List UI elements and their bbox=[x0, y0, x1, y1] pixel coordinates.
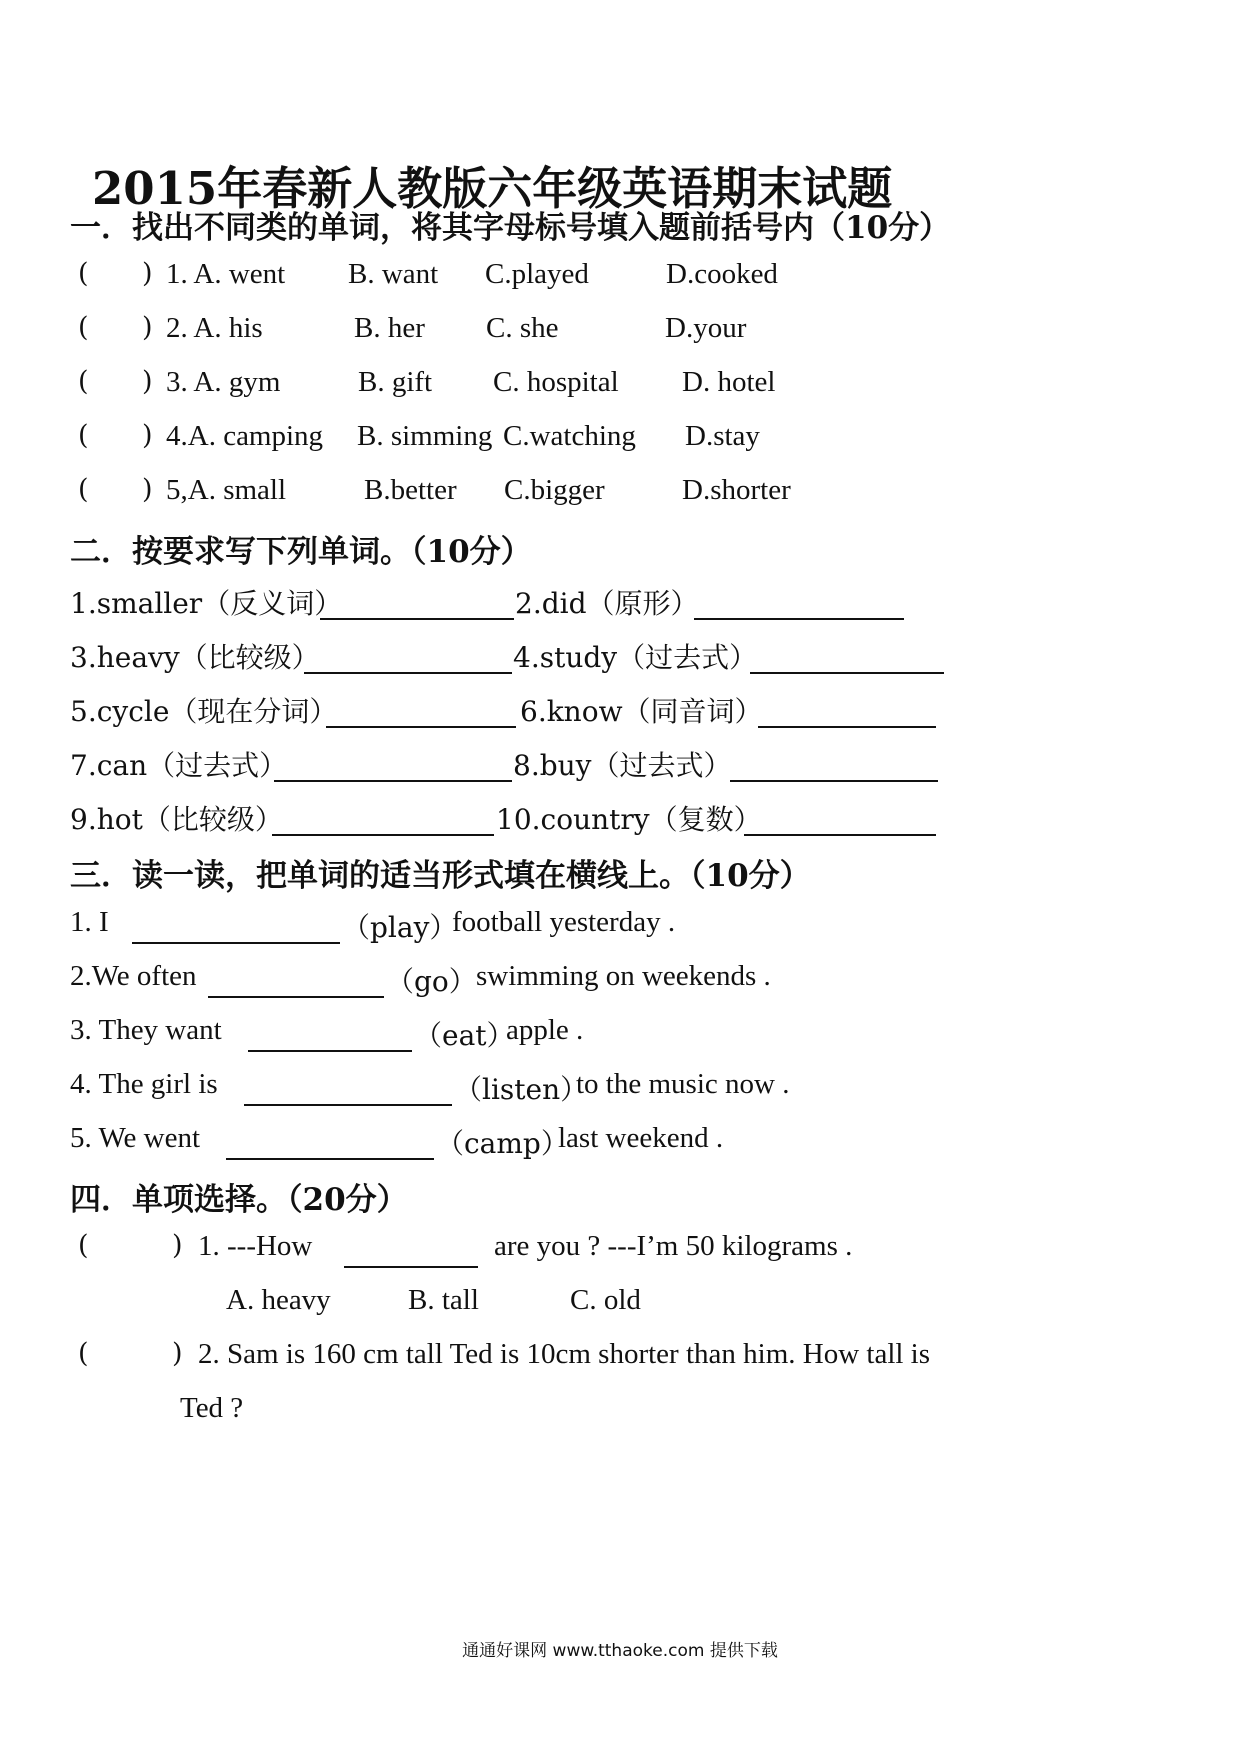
answer-paren-open: ( bbox=[78, 1338, 89, 1369]
answer-blank[interactable] bbox=[326, 726, 516, 728]
word-prompt: 1.smaller（反义词） bbox=[70, 587, 343, 620]
word-prompt: 2.did（原形） bbox=[515, 587, 699, 620]
s1-item-3 bbox=[70, 366, 1190, 410]
answer-blank[interactable] bbox=[758, 726, 936, 728]
option-d: D.cooked bbox=[666, 258, 778, 290]
answer-blank[interactable] bbox=[274, 780, 512, 782]
answer-blank[interactable] bbox=[208, 996, 384, 998]
answer-paren-close: ) bbox=[142, 474, 153, 505]
page-title: 2015年春新人教版六年级英语期末试题 bbox=[92, 162, 893, 215]
question-text: are you ? ---I’m 50 kilograms . bbox=[494, 1230, 853, 1262]
option-d: D.shorter bbox=[682, 474, 791, 506]
answer-paren-close: ) bbox=[172, 1230, 183, 1261]
s1-item-4 bbox=[70, 420, 1190, 464]
answer-paren-open: ( bbox=[78, 474, 89, 505]
s4-question-2 bbox=[70, 1338, 1190, 1382]
answer-blank[interactable] bbox=[730, 780, 938, 782]
question-text: 1. ---How bbox=[198, 1230, 313, 1262]
s1-item-2 bbox=[70, 312, 1190, 356]
sentence-start: 1. I bbox=[70, 906, 109, 938]
verb-hint: （eat） bbox=[414, 1019, 515, 1052]
answer-paren-open: ( bbox=[78, 1230, 89, 1261]
s2-row-5 bbox=[70, 798, 1190, 842]
option-a: A. heavy bbox=[226, 1284, 331, 1316]
option-b: B. simming bbox=[357, 420, 493, 452]
option-b: B. want bbox=[348, 258, 439, 290]
sentence-start: 2.We often bbox=[70, 960, 197, 992]
option-c: C.bigger bbox=[504, 474, 605, 506]
option-a: 2. A. his bbox=[166, 312, 263, 344]
word-prompt: 3.heavy（比较级） bbox=[70, 641, 320, 674]
answer-blank[interactable] bbox=[272, 834, 494, 836]
s3-item-4 bbox=[70, 1068, 1190, 1112]
answer-blank[interactable] bbox=[750, 672, 944, 674]
s2-row-3 bbox=[70, 690, 1190, 734]
question-text: Ted ? bbox=[180, 1392, 244, 1424]
footer-credit: 通通好课网 www.tthaoke.com 提供下载 bbox=[462, 1641, 778, 1661]
answer-blank[interactable] bbox=[132, 942, 340, 944]
option-a: 3. A. gym bbox=[166, 366, 281, 398]
answer-paren-open: ( bbox=[78, 366, 89, 397]
verb-hint: （go） bbox=[386, 965, 477, 998]
word-prompt: 9.hot（比较级） bbox=[70, 803, 283, 836]
s4-q1-options bbox=[70, 1284, 1190, 1328]
option-b: B. tall bbox=[408, 1284, 479, 1316]
s4-question-2-cont bbox=[70, 1392, 1190, 1436]
s1-item-5 bbox=[70, 474, 1190, 518]
answer-blank[interactable] bbox=[344, 1266, 478, 1268]
answer-paren-close: ) bbox=[142, 420, 153, 451]
sentence-start: 3. They want bbox=[70, 1014, 222, 1046]
word-prompt: 5.cycle（现在分词） bbox=[70, 695, 338, 728]
answer-blank[interactable] bbox=[694, 618, 904, 620]
section-1-heading: 一．找出不同类的单词，将其字母标号填入题前括号内（10分） bbox=[70, 210, 951, 246]
option-a: 4.A. camping bbox=[166, 420, 324, 452]
answer-blank[interactable] bbox=[244, 1104, 452, 1106]
s3-item-1 bbox=[70, 906, 1190, 950]
option-b: B. gift bbox=[358, 366, 433, 398]
word-prompt: 6.know（同音词） bbox=[520, 695, 763, 728]
s3-item-5 bbox=[70, 1122, 1190, 1166]
answer-blank[interactable] bbox=[304, 672, 512, 674]
section-4-heading: 四．单项选择。（20分） bbox=[70, 1182, 408, 1218]
option-c: C. old bbox=[570, 1284, 641, 1316]
option-c: C.watching bbox=[503, 420, 636, 452]
answer-blank[interactable] bbox=[226, 1158, 434, 1160]
answer-paren-close: ) bbox=[142, 258, 153, 289]
answer-blank[interactable] bbox=[320, 618, 514, 620]
answer-blank[interactable] bbox=[248, 1050, 412, 1052]
sentence-end: apple . bbox=[506, 1014, 584, 1046]
option-c: C.played bbox=[485, 258, 589, 290]
s2-row-4 bbox=[70, 744, 1190, 788]
option-d: D. hotel bbox=[682, 366, 776, 398]
s3-item-3 bbox=[70, 1014, 1190, 1058]
word-prompt: 10.country（复数） bbox=[496, 803, 762, 836]
s4-question-1 bbox=[70, 1230, 1190, 1274]
option-b: B. her bbox=[354, 312, 425, 344]
sentence-start: 5. We went bbox=[70, 1122, 201, 1154]
option-c: C. she bbox=[486, 312, 559, 344]
word-prompt: 7.can（过去式） bbox=[70, 749, 288, 782]
sentence-end: swimming on weekends . bbox=[476, 960, 771, 992]
word-prompt: 4.study（过去式） bbox=[513, 641, 758, 674]
option-c: C. hospital bbox=[493, 366, 619, 398]
s1-item-1 bbox=[70, 258, 1190, 302]
sentence-end: last weekend . bbox=[558, 1122, 724, 1154]
sentence-start: 4. The girl is bbox=[70, 1068, 218, 1100]
answer-paren-open: ( bbox=[78, 312, 89, 343]
answer-paren-close: ) bbox=[142, 366, 153, 397]
s2-row-2 bbox=[70, 636, 1190, 680]
answer-paren-open: ( bbox=[78, 420, 89, 451]
answer-paren-close: ) bbox=[142, 312, 153, 343]
s3-item-2 bbox=[70, 960, 1190, 1004]
word-prompt: 8.buy（过去式） bbox=[513, 749, 732, 782]
verb-hint: （camp） bbox=[436, 1127, 569, 1160]
option-a: 5,A. small bbox=[166, 474, 287, 506]
sentence-end: football yesterday . bbox=[452, 906, 676, 938]
option-b: B.better bbox=[364, 474, 457, 506]
verb-hint: （listen） bbox=[454, 1073, 589, 1106]
option-d: D.your bbox=[665, 312, 747, 344]
question-text: 2. Sam is 160 cm tall Ted is 10cm shorter than him. How tall is bbox=[198, 1338, 931, 1370]
option-a: 1. A. went bbox=[166, 258, 286, 290]
answer-paren-open: ( bbox=[78, 258, 89, 289]
section-2-heading: 二．按要求写下列单词。（10分） bbox=[70, 534, 532, 570]
option-d: D.stay bbox=[685, 420, 760, 452]
answer-paren-close: ) bbox=[172, 1338, 183, 1369]
s2-row-1 bbox=[70, 582, 1190, 626]
sentence-end: to the music now . bbox=[576, 1068, 790, 1100]
verb-hint: （play） bbox=[342, 911, 458, 944]
answer-blank[interactable] bbox=[744, 834, 936, 836]
section-3-heading: 三．读一读，把单词的适当形式填在横线上。（10分） bbox=[70, 858, 811, 894]
